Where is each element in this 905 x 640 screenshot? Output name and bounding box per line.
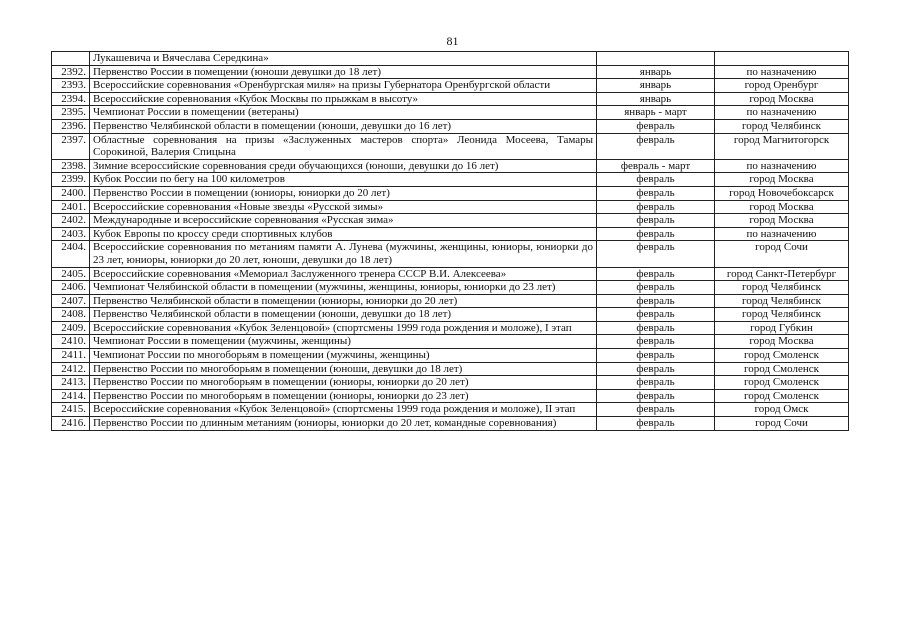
event-name: Всероссийские соревнования по метаниям памяти А. Лунева (мужчины, женщины, юниоры, юниорки до 23 лет, юниоры, юниорки до 20 лет, юноши, девушки до 18 лет) (90, 241, 597, 267)
table-row (52, 65, 849, 79)
table-row (52, 267, 849, 281)
row-number: 2400. (52, 186, 90, 200)
row-number: 2411. (52, 349, 90, 363)
table-row (52, 186, 849, 200)
event-place: город Сочи (715, 417, 849, 431)
event-place: город Москва (715, 200, 849, 214)
event-name: Чемпионат Челябинской области в помещении (мужчины, женщины, юниоры, юниорки до 23 лет) (90, 281, 597, 295)
table-row (52, 417, 849, 431)
row-number: 2412. (52, 362, 90, 376)
table-row (52, 106, 849, 120)
event-month: февраль (597, 214, 715, 228)
event-month: февраль (597, 294, 715, 308)
event-name: Первенство России в помещении (юноши девушки до 18 лет) (90, 65, 597, 79)
event-place: город Новочебоксарск (715, 186, 849, 200)
row-number: 2398. (52, 159, 90, 173)
event-month: февраль (597, 173, 715, 187)
event-month: февраль (597, 186, 715, 200)
row-number: 2404. (52, 241, 90, 267)
table-row (52, 227, 849, 241)
row-number: 2402. (52, 214, 90, 228)
event-name: Всероссийские соревнования «Мемориал Заслуженного тренера СССР В.И. Алексеева» (90, 267, 597, 281)
event-name: Зимние всероссийские соревнования среди обучающихся (юноши, девушки до 16 лет) (90, 159, 597, 173)
event-place: город Смоленск (715, 389, 849, 403)
event-place: по назначению (715, 65, 849, 79)
table-row (52, 214, 849, 228)
event-name: Всероссийские соревнования «Кубок Зеленцовой» (спортсмены 1999 года рождения и моложе), I этап (90, 321, 597, 335)
table-row (52, 79, 849, 93)
event-name: Всероссийские соревнования «Оренбургская миля» на призы Губернатора Оренбургской области (90, 79, 597, 93)
table-row (52, 294, 849, 308)
table-row (52, 389, 849, 403)
event-name: Кубок Европы по кроссу среди спортивных клубов (90, 227, 597, 241)
event-name: Первенство России по длинным метаниям (юниоры, юниорки до 20 лет, командные соревнования) (90, 417, 597, 431)
table-row (52, 92, 849, 106)
event-month: февраль (597, 403, 715, 417)
event-month: январь (597, 79, 715, 93)
event-place: город Магнитогорск (715, 133, 849, 159)
schedule-rows (52, 52, 849, 431)
event-month: февраль (597, 267, 715, 281)
event-name: Всероссийские соревнования «Кубок Зеленцовой» (спортсмены 1999 года рождения и моложе), II этап (90, 403, 597, 417)
event-name: Первенство Челябинской области в помещении (юноши, девушки до 18 лет) (90, 308, 597, 322)
row-number: 2395. (52, 106, 90, 120)
event-month: февраль (597, 389, 715, 403)
event-month: январь (597, 92, 715, 106)
event-place: по назначению (715, 106, 849, 120)
table-row (52, 403, 849, 417)
event-place: город Челябинск (715, 294, 849, 308)
event-name: Чемпионат России в помещении (ветераны) (90, 106, 597, 120)
row-number: 2416. (52, 417, 90, 431)
table-row (52, 133, 849, 159)
table-row (52, 362, 849, 376)
event-name: Первенство Челябинской области в помещении (юниоры, юниорки до 20 лет) (90, 294, 597, 308)
event-name: Всероссийские соревнования «Новые звезды «Русской зимы» (90, 200, 597, 214)
event-place: город Оренбург (715, 79, 849, 93)
event-place: город Смоленск (715, 349, 849, 363)
table-row (52, 52, 849, 66)
event-place: город Москва (715, 214, 849, 228)
table-row (52, 119, 849, 133)
event-place: по назначению (715, 159, 849, 173)
event-place: город Москва (715, 92, 849, 106)
event-name: Областные соревнования на призы «Заслуженных мастеров спорта» Леонида Мосеева, Тамары Сорокиной, Валерия Спицына (90, 133, 597, 159)
event-place: город Сочи (715, 241, 849, 267)
table-row (52, 349, 849, 363)
event-place: город Москва (715, 335, 849, 349)
event-place: город Челябинск (715, 119, 849, 133)
table-row (52, 321, 849, 335)
event-name: Чемпионат России в помещении (мужчины, женщины) (90, 335, 597, 349)
event-month: февраль (597, 200, 715, 214)
event-place (715, 52, 849, 66)
event-month: февраль (597, 227, 715, 241)
event-name: Первенство России по многоборьям в помещении (юниоры, юниорки до 23 лет) (90, 389, 597, 403)
event-place: город Челябинск (715, 308, 849, 322)
row-number: 2408. (52, 308, 90, 322)
table-row (52, 281, 849, 295)
schedule-table (51, 51, 849, 431)
event-month: февраль (597, 308, 715, 322)
row-number: 2396. (52, 119, 90, 133)
event-month: январь (597, 65, 715, 79)
row-number: 2401. (52, 200, 90, 214)
event-name: Лукашевича и Вячеслава Середкина» (90, 52, 597, 66)
event-month: февраль (597, 281, 715, 295)
event-name: Всероссийские соревнования «Кубок Москвы по прыжкам в высоту» (90, 92, 597, 106)
event-month: февраль (597, 119, 715, 133)
table-row (52, 173, 849, 187)
event-month: февраль (597, 376, 715, 390)
event-name: Первенство Челябинской области в помещении (юноши, девушки до 16 лет) (90, 119, 597, 133)
event-month: февраль (597, 349, 715, 363)
row-number: 2413. (52, 376, 90, 390)
event-month: февраль (597, 133, 715, 159)
row-number: 2393. (52, 79, 90, 93)
event-place: город Москва (715, 173, 849, 187)
row-number: 2407. (52, 294, 90, 308)
event-place: по назначению (715, 227, 849, 241)
event-place: город Санкт-Петербург (715, 267, 849, 281)
event-place: город Губкин (715, 321, 849, 335)
table-row (52, 200, 849, 214)
event-month: февраль - март (597, 159, 715, 173)
table-row (52, 159, 849, 173)
event-name: Кубок России по бегу на 100 километров (90, 173, 597, 187)
event-month: февраль (597, 417, 715, 431)
event-place: город Смоленск (715, 362, 849, 376)
event-name: Международные и всероссийские соревнования «Русская зима» (90, 214, 597, 228)
event-place: город Смоленск (715, 376, 849, 390)
row-number: 2394. (52, 92, 90, 106)
row-number: 2403. (52, 227, 90, 241)
row-number (52, 52, 90, 66)
event-month: февраль (597, 321, 715, 335)
event-name: Чемпионат России по многоборьям в помещении (мужчины, женщины) (90, 349, 597, 363)
row-number: 2392. (52, 65, 90, 79)
table-row (52, 241, 849, 267)
event-month: январь - март (597, 106, 715, 120)
table-row (52, 308, 849, 322)
event-place: город Омск (715, 403, 849, 417)
row-number: 2405. (52, 267, 90, 281)
table-row (52, 376, 849, 390)
event-month (597, 52, 715, 66)
page-number: 81 (446, 34, 459, 48)
row-number: 2415. (52, 403, 90, 417)
event-place: город Челябинск (715, 281, 849, 295)
row-number: 2406. (52, 281, 90, 295)
row-number: 2399. (52, 173, 90, 187)
row-number: 2409. (52, 321, 90, 335)
event-name: Первенство России по многоборьям в помещении (юноши, девушки до 18 лет) (90, 362, 597, 376)
event-month: февраль (597, 335, 715, 349)
event-month: февраль (597, 362, 715, 376)
event-month: февраль (597, 241, 715, 267)
event-name: Первенство России в помещении (юниоры, юниорки до 20 лет) (90, 186, 597, 200)
event-name: Первенство России по многоборьям в помещении (юниоры, юниорки до 20 лет) (90, 376, 597, 390)
row-number: 2414. (52, 389, 90, 403)
table-row (52, 335, 849, 349)
row-number: 2397. (52, 133, 90, 159)
row-number: 2410. (52, 335, 90, 349)
